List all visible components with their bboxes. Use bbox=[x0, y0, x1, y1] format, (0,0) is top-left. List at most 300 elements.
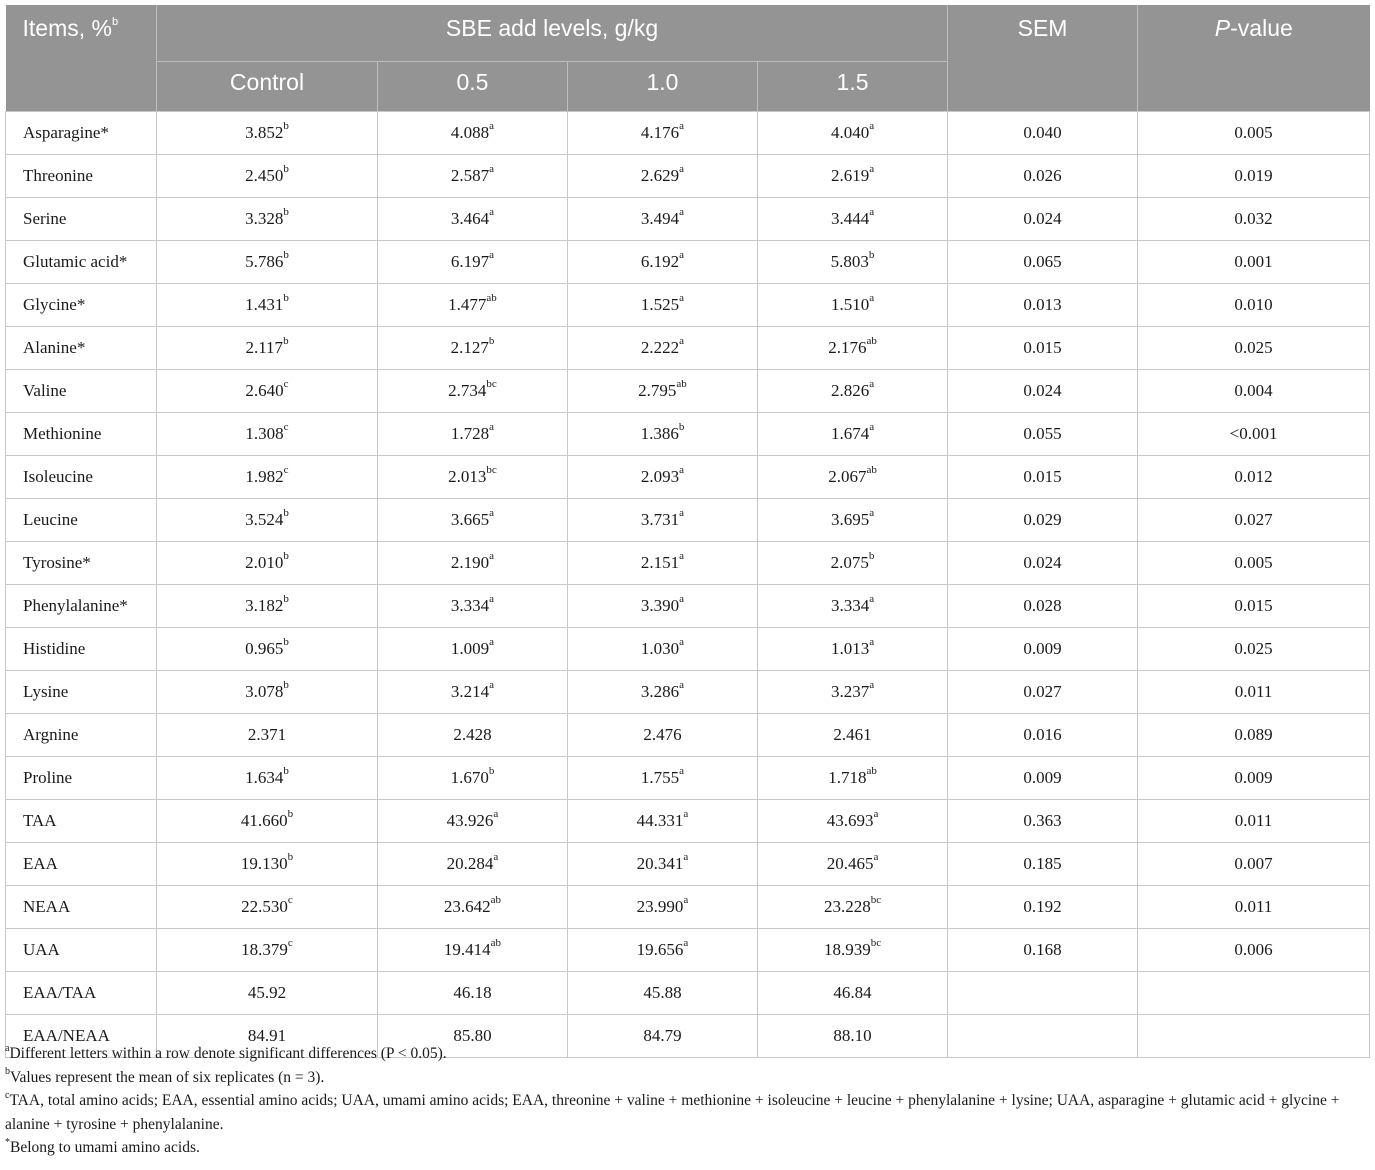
sem-cell: 0.185 bbox=[948, 843, 1138, 886]
significance-letter: b bbox=[283, 593, 289, 606]
value-cell bbox=[378, 241, 568, 284]
cell-value: 1.510 bbox=[830, 295, 870, 314]
sem-cell: 0.040 bbox=[948, 112, 1138, 155]
significance-letter: bc bbox=[870, 937, 882, 950]
sem-cell: 0.015 bbox=[948, 327, 1138, 370]
value-cell bbox=[568, 327, 758, 370]
significance-letter: a bbox=[679, 206, 685, 219]
value-cell bbox=[157, 284, 378, 327]
cell-value: 84.79 bbox=[643, 1026, 682, 1045]
row-label: Glycine* bbox=[6, 284, 157, 327]
table-row bbox=[6, 112, 1370, 155]
significance-letter: a bbox=[679, 292, 685, 305]
significance-letter: c bbox=[283, 421, 289, 434]
cell-value: 85.80 bbox=[453, 1026, 492, 1045]
value-cell bbox=[758, 327, 948, 370]
table-row bbox=[6, 585, 1370, 628]
value-cell bbox=[568, 284, 758, 327]
cell-value: 1.477 bbox=[448, 295, 487, 314]
cell-value: 44.331 bbox=[636, 811, 684, 830]
significance-letter: b bbox=[287, 851, 294, 864]
value-cell bbox=[378, 628, 568, 671]
significance-letter: a bbox=[489, 120, 495, 133]
value-cell bbox=[378, 585, 568, 628]
row-label: EAA/TAA bbox=[6, 972, 157, 1015]
value-cell bbox=[157, 972, 378, 1015]
value-cell bbox=[758, 542, 948, 585]
value-cell bbox=[758, 585, 948, 628]
cell-value: 3.286 bbox=[640, 682, 680, 701]
table-footnotes bbox=[5, 1042, 1365, 1160]
cell-value: 23.642 bbox=[443, 897, 491, 916]
sem-cell: 0.192 bbox=[948, 886, 1138, 929]
table-row bbox=[6, 370, 1370, 413]
footnote-marker: a bbox=[5, 1042, 10, 1054]
value-cell bbox=[157, 628, 378, 671]
level-header-1-0: 1.0 bbox=[568, 62, 758, 112]
cell-value: 1.755 bbox=[640, 768, 680, 787]
cell-value: 88.10 bbox=[833, 1026, 872, 1045]
cell-value: 5.803 bbox=[830, 252, 869, 271]
cell-value: 2.127 bbox=[450, 338, 489, 357]
cell-value: 1.308 bbox=[245, 424, 284, 443]
significance-letter: c bbox=[287, 894, 293, 907]
row-label: EAA/NEAA bbox=[6, 1015, 157, 1058]
value-cell bbox=[157, 843, 378, 886]
value-cell bbox=[568, 370, 758, 413]
table-row bbox=[6, 714, 1370, 757]
significance-letter: a bbox=[489, 636, 495, 649]
cell-value: 2.190 bbox=[450, 553, 490, 572]
cell-value: 2.010 bbox=[245, 553, 284, 572]
cell-value: 2.222 bbox=[640, 338, 680, 357]
footnote-text: TAA, total amino acids; EAA, essential amino acids; UAA, umami amino acids; EAA, threonine + valine + methionine + isoleucine + leucine + phenylalanine + lysine; UAA, asparagine + glutamic acid + glycine + alanine + tyrosine + phenylalanine. bbox=[5, 1092, 1340, 1133]
value-cell bbox=[758, 843, 948, 886]
value-cell bbox=[758, 929, 948, 972]
value-cell bbox=[157, 327, 378, 370]
cell-value: 4.040 bbox=[830, 123, 870, 142]
sem-cell: 0.013 bbox=[948, 284, 1138, 327]
significance-letter: a bbox=[869, 378, 875, 391]
table-body bbox=[6, 112, 1370, 1058]
table-row bbox=[6, 757, 1370, 800]
significance-letter: c bbox=[283, 464, 289, 477]
significance-letter: a bbox=[679, 163, 685, 176]
footnote-text: Different letters within a row denote significant differences (P < 0.05). bbox=[9, 1045, 447, 1062]
value-cell bbox=[378, 327, 568, 370]
pvalue-cell: 0.005 bbox=[1138, 112, 1370, 155]
cell-value: 1.718 bbox=[828, 768, 867, 787]
value-cell bbox=[758, 155, 948, 198]
amino-acid-table bbox=[5, 5, 1370, 1058]
sem-cell: 0.026 bbox=[948, 155, 1138, 198]
value-cell bbox=[758, 671, 948, 714]
pvalue-italic: P bbox=[1214, 15, 1231, 41]
cell-value: 1.728 bbox=[450, 424, 490, 443]
significance-letter: bc bbox=[870, 894, 882, 907]
value-cell bbox=[568, 413, 758, 456]
pvalue-cell: 0.001 bbox=[1138, 241, 1370, 284]
value-cell bbox=[157, 370, 378, 413]
cell-value: 43.926 bbox=[446, 811, 494, 830]
value-cell bbox=[157, 800, 378, 843]
significance-letter: a bbox=[869, 421, 875, 434]
value-cell bbox=[758, 499, 948, 542]
value-cell bbox=[568, 800, 758, 843]
cell-value: 2.117 bbox=[245, 338, 284, 357]
table-row bbox=[6, 456, 1370, 499]
cell-value: 43.693 bbox=[826, 811, 874, 830]
value-cell bbox=[157, 112, 378, 155]
significance-letter: a bbox=[489, 593, 495, 606]
cell-value: 19.656 bbox=[636, 940, 684, 959]
pvalue-cell: 0.011 bbox=[1138, 886, 1370, 929]
significance-letter: a bbox=[489, 550, 495, 563]
value-cell bbox=[568, 112, 758, 155]
footnote-text: Values represent the mean of six replicates (n = 3). bbox=[10, 1068, 325, 1086]
value-cell bbox=[157, 241, 378, 284]
cell-value: 3.182 bbox=[245, 596, 284, 615]
cell-value: 46.84 bbox=[833, 983, 872, 1002]
row-label: TAA bbox=[6, 800, 157, 843]
footnote bbox=[5, 1136, 1365, 1160]
value-cell bbox=[758, 886, 948, 929]
row-label: Histidine bbox=[6, 628, 157, 671]
sem-cell: 0.009 bbox=[948, 628, 1138, 671]
value-cell bbox=[568, 585, 758, 628]
value-cell bbox=[157, 456, 378, 499]
footnote-text: Belong to umami amino acids. bbox=[10, 1139, 200, 1156]
significance-letter: a bbox=[489, 507, 495, 520]
pvalue-cell: 0.019 bbox=[1138, 155, 1370, 198]
value-cell bbox=[378, 671, 568, 714]
cell-value: 3.214 bbox=[450, 682, 490, 701]
cell-value: 3.078 bbox=[245, 682, 284, 701]
pvalue-cell: 0.032 bbox=[1138, 198, 1370, 241]
cell-value: 1.009 bbox=[450, 639, 490, 658]
sem-cell: 0.363 bbox=[948, 800, 1138, 843]
significance-letter: a bbox=[869, 507, 875, 520]
cell-value: 84.91 bbox=[247, 1026, 287, 1045]
significance-letter: b bbox=[488, 765, 495, 778]
value-cell bbox=[157, 757, 378, 800]
items-sup: b bbox=[111, 16, 119, 29]
cell-value: 2.629 bbox=[640, 166, 680, 185]
row-label: Asparagine* bbox=[6, 112, 157, 155]
significance-letter: a bbox=[679, 120, 685, 133]
cell-value: 2.619 bbox=[830, 166, 870, 185]
row-label: Leucine bbox=[6, 499, 157, 542]
cell-value: 4.088 bbox=[450, 123, 490, 142]
value-cell bbox=[568, 757, 758, 800]
significance-letter: a bbox=[869, 292, 875, 305]
significance-letter: b bbox=[283, 550, 289, 563]
cell-value: 23.228 bbox=[823, 897, 871, 916]
row-label: Lysine bbox=[6, 671, 157, 714]
pvalue-cell: 0.027 bbox=[1138, 499, 1370, 542]
value-cell bbox=[568, 542, 758, 585]
pvalue-cell: 0.009 bbox=[1138, 757, 1370, 800]
significance-letter: c bbox=[287, 937, 293, 950]
row-label: Alanine* bbox=[6, 327, 157, 370]
cell-value: 2.013 bbox=[448, 467, 487, 486]
significance-letter: a bbox=[873, 851, 879, 864]
row-label: Glutamic acid* bbox=[6, 241, 157, 284]
significance-letter: a bbox=[683, 851, 689, 864]
cell-value: 18.939 bbox=[823, 940, 871, 959]
table-header bbox=[6, 5, 1370, 112]
value-cell bbox=[378, 757, 568, 800]
items-label: Items, % bbox=[22, 15, 112, 41]
pvalue-cell: 0.025 bbox=[1138, 327, 1370, 370]
sem-cell: 0.029 bbox=[948, 499, 1138, 542]
significance-letter: a bbox=[869, 206, 875, 219]
significance-letter: a bbox=[679, 464, 685, 477]
footnote bbox=[5, 1066, 1365, 1090]
cell-value: 22.530 bbox=[241, 897, 288, 916]
table-row bbox=[6, 886, 1370, 929]
table-row bbox=[6, 671, 1370, 714]
significance-letter: a bbox=[869, 163, 875, 176]
value-cell bbox=[378, 542, 568, 585]
pvalue-cell: 0.011 bbox=[1138, 671, 1370, 714]
cell-value: 0.965 bbox=[245, 639, 284, 658]
value-cell bbox=[378, 284, 568, 327]
significance-letter: a bbox=[489, 249, 495, 262]
row-label: Isoleucine bbox=[6, 456, 157, 499]
level-header-1-5: 1.5 bbox=[758, 62, 948, 112]
table-row bbox=[6, 542, 1370, 585]
value-cell bbox=[758, 370, 948, 413]
cell-value: 3.731 bbox=[640, 510, 680, 529]
cell-value: 6.192 bbox=[640, 252, 680, 271]
pvalue-cell: 0.005 bbox=[1138, 542, 1370, 585]
value-cell bbox=[758, 413, 948, 456]
row-label: UAA bbox=[6, 929, 157, 972]
value-cell bbox=[378, 714, 568, 757]
sem-header: SEM bbox=[948, 5, 1138, 112]
pvalue-cell: 0.089 bbox=[1138, 714, 1370, 757]
row-label: Valine bbox=[6, 370, 157, 413]
significance-letter: a bbox=[679, 249, 685, 262]
footnote-marker: * bbox=[5, 1136, 10, 1148]
value-cell bbox=[758, 284, 948, 327]
cell-value: 3.390 bbox=[640, 596, 680, 615]
pvalue-cell: 0.010 bbox=[1138, 284, 1370, 327]
significance-letter: b bbox=[283, 507, 289, 520]
cell-value: 20.465 bbox=[826, 854, 874, 873]
row-label: EAA bbox=[6, 843, 157, 886]
sem-cell: 0.055 bbox=[948, 413, 1138, 456]
significance-letter: b bbox=[283, 292, 289, 305]
significance-letter: a bbox=[493, 851, 499, 864]
row-label: Methionine bbox=[6, 413, 157, 456]
cell-value: 2.371 bbox=[247, 725, 287, 744]
value-cell bbox=[378, 972, 568, 1015]
cell-value: 45.88 bbox=[643, 983, 682, 1002]
row-label: Serine bbox=[6, 198, 157, 241]
significance-letter: ab bbox=[490, 937, 502, 950]
significance-letter: b bbox=[868, 249, 875, 262]
cell-value: 45.92 bbox=[247, 983, 287, 1002]
footnote-marker: c bbox=[5, 1089, 10, 1101]
cell-value: 18.379 bbox=[241, 940, 288, 959]
significance-letter: b bbox=[868, 550, 875, 563]
significance-letter: a bbox=[869, 593, 875, 606]
significance-letter: a bbox=[489, 679, 495, 692]
cell-value: 19.414 bbox=[443, 940, 491, 959]
cell-value: 2.795 bbox=[638, 381, 677, 400]
footnote bbox=[5, 1089, 1365, 1136]
value-cell bbox=[378, 800, 568, 843]
table-row bbox=[6, 241, 1370, 284]
cell-value: 2.461 bbox=[833, 725, 872, 744]
value-cell bbox=[157, 585, 378, 628]
significance-letter: a bbox=[683, 937, 689, 950]
sem-cell: 0.024 bbox=[948, 198, 1138, 241]
significance-letter: a bbox=[679, 765, 685, 778]
cell-value: 46.18 bbox=[453, 983, 492, 1002]
significance-letter: a bbox=[679, 507, 685, 520]
cell-value: 1.386 bbox=[640, 424, 679, 443]
table-row bbox=[6, 155, 1370, 198]
footnote bbox=[5, 1042, 1365, 1066]
value-cell bbox=[758, 198, 948, 241]
cell-value: 6.197 bbox=[450, 252, 490, 271]
cell-value: 3.334 bbox=[450, 596, 490, 615]
significance-letter: a bbox=[869, 636, 875, 649]
cell-value: 2.640 bbox=[245, 381, 284, 400]
value-cell bbox=[157, 155, 378, 198]
sem-cell: 0.168 bbox=[948, 929, 1138, 972]
cell-value: 1.030 bbox=[640, 639, 680, 658]
value-cell bbox=[758, 456, 948, 499]
items-header bbox=[6, 5, 157, 112]
value-cell bbox=[758, 972, 948, 1015]
value-cell bbox=[568, 972, 758, 1015]
cell-value: 2.587 bbox=[450, 166, 490, 185]
value-cell bbox=[378, 112, 568, 155]
pvalue-cell: 0.011 bbox=[1138, 800, 1370, 843]
table-row bbox=[6, 413, 1370, 456]
value-cell bbox=[157, 886, 378, 929]
significance-letter: a bbox=[679, 593, 685, 606]
table-row bbox=[6, 628, 1370, 671]
significance-letter: b bbox=[283, 636, 289, 649]
row-label: Tyrosine* bbox=[6, 542, 157, 585]
cell-value: 3.494 bbox=[640, 209, 680, 228]
value-cell bbox=[568, 628, 758, 671]
value-cell bbox=[568, 499, 758, 542]
significance-letter: a bbox=[679, 679, 685, 692]
cell-value: 1.431 bbox=[245, 295, 284, 314]
cell-value: 3.524 bbox=[245, 510, 284, 529]
cell-value: 2.093 bbox=[640, 467, 680, 486]
significance-letter: bc bbox=[486, 378, 497, 391]
value-cell bbox=[568, 886, 758, 929]
table-row bbox=[6, 499, 1370, 542]
value-cell bbox=[378, 499, 568, 542]
value-cell bbox=[157, 714, 378, 757]
value-cell bbox=[378, 929, 568, 972]
significance-letter: a bbox=[679, 335, 685, 348]
cell-value: 1.525 bbox=[640, 295, 680, 314]
cell-value: 2.476 bbox=[643, 725, 682, 744]
cell-value: 3.852 bbox=[245, 123, 284, 142]
table-row bbox=[6, 972, 1370, 1015]
cell-value: 2.450 bbox=[245, 166, 284, 185]
significance-letter: a bbox=[869, 679, 875, 692]
significance-letter: a bbox=[683, 808, 689, 821]
significance-letter: ab bbox=[490, 894, 502, 907]
value-cell bbox=[568, 714, 758, 757]
sem-cell: 0.024 bbox=[948, 542, 1138, 585]
value-cell bbox=[758, 628, 948, 671]
cell-value: 3.237 bbox=[830, 682, 870, 701]
level-header-0-5: 0.5 bbox=[378, 62, 568, 112]
table-row bbox=[6, 800, 1370, 843]
significance-letter: a bbox=[869, 120, 875, 133]
value-cell bbox=[157, 499, 378, 542]
row-label: NEAA bbox=[6, 886, 157, 929]
significance-letter: b bbox=[283, 249, 289, 262]
value-cell bbox=[758, 714, 948, 757]
value-cell bbox=[568, 843, 758, 886]
significance-letter: a bbox=[679, 636, 685, 649]
significance-letter: ab bbox=[486, 292, 497, 305]
cell-value: 1.982 bbox=[245, 467, 284, 486]
pvalue-rest: -value bbox=[1230, 15, 1293, 41]
pvalue-cell: 0.012 bbox=[1138, 456, 1370, 499]
cell-value: 2.151 bbox=[640, 553, 680, 572]
cell-value: 2.826 bbox=[830, 381, 870, 400]
value-cell bbox=[378, 456, 568, 499]
pvalue-cell: 0.015 bbox=[1138, 585, 1370, 628]
value-cell bbox=[568, 929, 758, 972]
cell-value: 2.067 bbox=[828, 467, 867, 486]
significance-letter: a bbox=[489, 206, 495, 219]
value-cell bbox=[378, 413, 568, 456]
value-cell bbox=[568, 198, 758, 241]
cell-value: 2.075 bbox=[830, 553, 869, 572]
cell-value: 19.130 bbox=[240, 854, 288, 873]
value-cell bbox=[568, 456, 758, 499]
cell-value: 1.674 bbox=[830, 424, 870, 443]
cell-value: 3.695 bbox=[830, 510, 870, 529]
significance-letter: bc bbox=[486, 464, 497, 477]
cell-value: 1.670 bbox=[450, 768, 489, 787]
value-cell bbox=[157, 413, 378, 456]
sem-cell: 0.024 bbox=[948, 370, 1138, 413]
value-cell bbox=[378, 155, 568, 198]
row-label: Phenylalanine* bbox=[6, 585, 157, 628]
table-row bbox=[6, 327, 1370, 370]
value-cell bbox=[758, 800, 948, 843]
significance-letter: a bbox=[489, 421, 495, 434]
table-row bbox=[6, 198, 1370, 241]
cell-value: 3.334 bbox=[830, 596, 870, 615]
value-cell bbox=[568, 241, 758, 284]
level-header-control: Control bbox=[157, 62, 378, 112]
cell-value: 2.176 bbox=[828, 338, 867, 357]
significance-letter: b bbox=[678, 421, 685, 434]
pvalue-cell: <0.001 bbox=[1138, 413, 1370, 456]
value-cell bbox=[378, 370, 568, 413]
value-cell bbox=[157, 542, 378, 585]
value-cell bbox=[157, 198, 378, 241]
cell-value: 3.665 bbox=[450, 510, 490, 529]
cell-value: 23.990 bbox=[636, 897, 684, 916]
